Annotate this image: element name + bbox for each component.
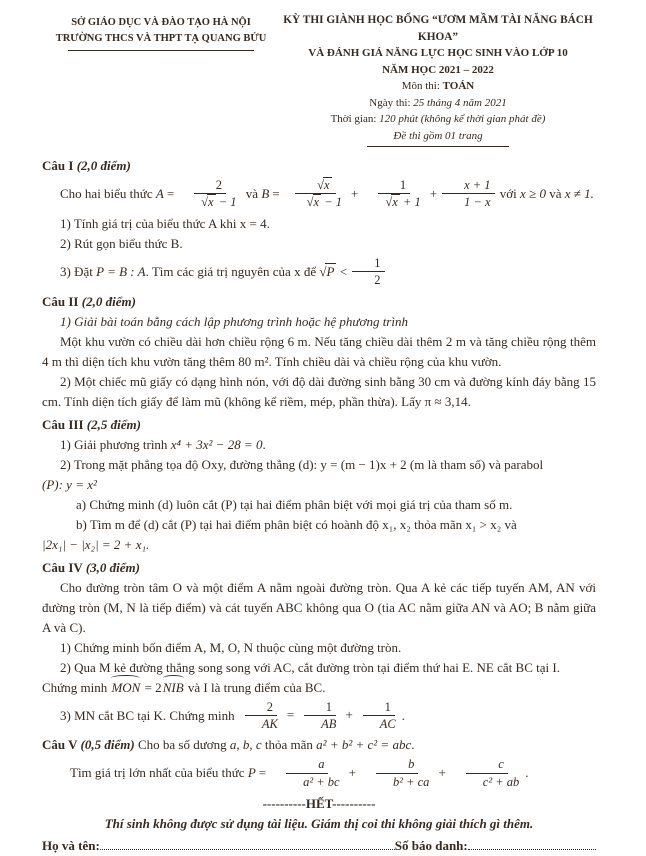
pages-note: Đề thi gồm 01 trang — [393, 129, 483, 142]
id-label: Số báo danh: — [394, 838, 468, 853]
condition-2: x ≠ 1. — [564, 185, 594, 201]
plus-sign: + — [345, 707, 353, 723]
radicand: P — [326, 263, 335, 279]
issuing-authority-block — [42, 12, 280, 51]
cau1-item3-mid: . Tìm các giá trị nguyên của x để — [145, 263, 320, 279]
cau4-item2: 2) Qua M kẻ đường thẳng song song với AC, cắt đường tròn tại điểm thứ hai E. NE cắt BC tại I. — [60, 659, 560, 675]
var-P: P — [247, 765, 256, 781]
header-right-rule — [367, 146, 509, 147]
subject-label: Môn thi: — [401, 80, 443, 92]
radicand: x — [392, 195, 398, 210]
cau3-points: (2,5 điểm) — [86, 416, 141, 432]
cau1-item2: 2) Rút gọn biểu thức B. — [60, 235, 183, 251]
cau4-item1: 1) Chứng minh bốn điểm A, M, O, N thuộc cùng một đường tròn. — [60, 639, 402, 655]
time-value: 120 phút (không kể thời gian phát đề) — [379, 113, 546, 125]
fraction-denominator: b² + ca — [392, 774, 430, 789]
cau2-label: Câu II — [42, 293, 82, 309]
cau1-label: Câu I — [42, 158, 77, 173]
sqrt-icon: √ — [306, 195, 313, 210]
fraction-P1 — [271, 757, 343, 789]
fraction-denominator: 2 — [374, 273, 381, 288]
candidate-info-line — [42, 836, 596, 856]
cau2-item1: 1) Giải bài toán bằng cách lập phương trình hoặc hệ phương trình — [60, 313, 408, 329]
cau3-item1-pre: 1) Giải phương trình — [60, 436, 171, 452]
den-rest: − 1 — [321, 195, 342, 210]
cau2-paragraph: Một khu vườn có chiều dài hơn chiều rộng 6 m. Nếu tăng chiều dài thêm 2 m và tăng chiều rộng thêm 4 m thì diện tích khu vườn tăng thêm 80 m². Tính chiều dài và chiều rộng của khu vườn. — [42, 333, 596, 369]
cau2-points: (2,0 điểm) — [81, 293, 136, 309]
period: . — [525, 765, 529, 781]
name-label: Họ và tên: — [42, 838, 100, 853]
cau5-label: Câu V — [42, 737, 81, 753]
cau4-label: Câu IV — [42, 559, 86, 575]
fraction-2-AK — [240, 700, 282, 732]
and-text: và — [545, 185, 565, 201]
plus-sign: + — [348, 765, 356, 781]
date-value: 25 tháng 4 năm 2021 — [413, 96, 507, 109]
fraction-denominator — [363, 194, 424, 209]
fraction-numerator: 1 — [363, 700, 395, 716]
and-text: và — [242, 185, 262, 201]
fraction-denominator — [179, 194, 240, 209]
cau4-item3 — [42, 701, 596, 733]
satisfy-text: thỏa mãn — [261, 737, 317, 753]
time-line — [280, 111, 596, 128]
period: . — [262, 436, 266, 452]
fraction-denominator — [285, 194, 346, 209]
cau4-paragraph: Cho đường tròn tâm O và một điểm A nằm ngoài đường tròn. Qua A kẻ các tiếp tuyến AM, AN với đường tròn (M, N là tiếp điểm) và cát tuyến ABC không qua O (tia AC nằm giữa AN và AO; B nằm giữa A và C). — [42, 579, 596, 635]
cau1-points: (2,0 điểm) — [76, 158, 131, 173]
sqrt-icon: √ — [319, 263, 326, 279]
sqrt-expression — [201, 194, 215, 209]
exam-title-block — [280, 12, 596, 147]
instruction-note: Thí sinh không được sử dụng tài liệu. Giám thị coi thi không giải thích gì thêm. — [104, 816, 534, 831]
fraction-B2 — [363, 178, 424, 210]
date-line — [280, 95, 596, 112]
cau5-intro: Cho ba số dương — [134, 737, 230, 753]
condition-1: x ≥ 0 — [520, 185, 546, 201]
plus-sign: + — [429, 185, 438, 201]
cau3-item1 — [42, 435, 596, 455]
school-year: NĂM HỌC 2021 – 2022 — [382, 63, 494, 76]
condition-abc: a² + b² + c² = abc — [316, 737, 412, 753]
sqrt-icon: √ — [385, 195, 392, 210]
sqrt-expression — [317, 177, 331, 192]
fraction-1-AC — [358, 700, 400, 732]
expr-P-eq-B-div-A: P = B : A — [96, 263, 146, 279]
cau4-points: (3,0 điểm) — [85, 559, 140, 575]
angle-MON: MON — [110, 678, 141, 698]
cau3-label: Câu III — [42, 416, 87, 432]
fraction-denominator: 1 − x — [464, 195, 491, 210]
sqrt-icon: √ — [317, 178, 323, 192]
school-name: TRƯỜNG THCS VÀ THPT TẠ QUANG BỬU — [55, 33, 267, 44]
with-text: với — [496, 185, 521, 201]
exam-title-line1: KỲ THI GIÀNH HỌC BỔNG “ƯƠM MẦM TÀI NĂNG BÁCH KHOA” — [283, 14, 593, 43]
plus-sign: + — [438, 765, 446, 781]
fraction-numerator: 1 — [352, 256, 384, 272]
sqrt-icon: √ — [201, 195, 208, 210]
equals-sign: = — [166, 185, 175, 201]
fraction-B3 — [442, 178, 494, 210]
equals-sign: = — [272, 185, 280, 201]
cau5-points: (0,5 điểm) — [80, 737, 135, 753]
sqrt-expression — [307, 194, 321, 209]
radicand: x — [323, 178, 330, 192]
exam-title-line2: VÀ ĐÁNH GIÁ NĂNG LỰC HỌC SINH VÀO LỚP 10 — [308, 47, 568, 59]
var-A: A — [155, 185, 164, 201]
section-cau2-heading — [42, 292, 596, 312]
fraction-numerator: 2 — [245, 700, 277, 716]
fraction-numerator: b — [376, 757, 418, 773]
midpoint-text: và I là trung điểm của BC. — [184, 679, 326, 695]
authority-name: SỞ GIÁO DỤC VÀ ĐÀO TẠO HÀ NỘI — [71, 17, 251, 28]
period: . — [401, 707, 406, 723]
section-cau1-heading — [42, 156, 596, 176]
cau3-item2: 2) Trong mặt phẳng tọa độ Oxy, đường thẳng (d): y = (m − 1)x + 2 (m là tham số) và parabol — [60, 456, 544, 472]
den-rest: + 1 — [399, 195, 421, 210]
fraction-denominator: c² + ab — [482, 774, 520, 789]
plus-sign: + — [351, 185, 359, 201]
fraction-numerator: c — [466, 757, 508, 773]
fraction-denominator: AB — [321, 716, 337, 731]
name-dotted-line — [100, 837, 395, 850]
radicand: x — [313, 195, 320, 210]
section-cau3-heading — [42, 415, 596, 435]
fraction-numerator — [295, 178, 335, 194]
id-dotted-line — [468, 837, 596, 850]
fraction-denominator: AK — [261, 716, 278, 731]
cau3-item2-parabola: (P): y = x² — [42, 476, 97, 492]
sqrt-expression — [385, 194, 399, 209]
subject-value: TOÁN — [442, 80, 475, 92]
fraction-numerator: x + 1 — [442, 178, 494, 194]
subject-line — [280, 78, 596, 95]
radicand: x — [208, 195, 214, 210]
fraction-P2 — [361, 757, 433, 789]
equals-sign: = — [286, 707, 295, 723]
fraction-numerator: 1 — [378, 178, 410, 194]
cau4-item3-pre: 3) MN cắt BC tại K. Chứng minh — [60, 707, 238, 723]
den-rest: − 1 — [215, 195, 237, 210]
cau1-item1: 1) Tính giá trị của biểu thức A khi x = 4. — [60, 215, 270, 231]
equals-2: = 2 — [141, 679, 162, 695]
cau1-item3-pre: 3) Đặt — [60, 263, 97, 279]
end-marker: ----------HẾT---------- — [262, 796, 376, 811]
time-label: Thời gian: — [330, 113, 380, 125]
fraction-1-AB — [299, 700, 340, 732]
cau5-line2 — [42, 758, 596, 790]
fraction-half — [352, 256, 384, 288]
prove-text: Chứng minh — [42, 679, 111, 695]
section-cau5-line1 — [42, 735, 596, 755]
exam-header — [42, 12, 596, 147]
fraction-numerator: 1 — [304, 700, 336, 716]
vars-abc: a, b, c — [229, 737, 262, 753]
angle-NIB: NIB — [162, 678, 185, 698]
cau1-intro — [42, 179, 596, 211]
equals-sign: = — [258, 765, 267, 781]
header-left-rule — [68, 50, 254, 51]
cau3-sub-b-equation: |2x₁| − |x₂| = 2 + x₁. — [42, 536, 150, 552]
exam-body — [42, 156, 596, 856]
fraction-B1 — [285, 178, 346, 210]
sqrt-expression — [319, 263, 336, 279]
equation-quartic: x⁴ + 3x² − 28 = 0 — [170, 436, 263, 452]
section-cau4-heading — [42, 558, 596, 578]
cau3-sub-b: b) Tìm m để (d) cắt (P) tại hai điểm phân biệt có hoành độ x₁, x₂ thỏa mãn x₁ > x₂ và — [76, 516, 517, 532]
cau4-item2-proof — [42, 678, 596, 698]
var-B: B — [261, 185, 270, 201]
period: . — [411, 737, 415, 753]
cau3-sub-a: a) Chứng minh (d) luôn cắt (P) tại hai điểm phân biệt với mọi giá trị của tham số m. — [76, 496, 513, 512]
less-than-sign: < — [336, 263, 351, 279]
cau2-item2: 2) Một chiếc mũ giấy có dạng hình nón, với độ dài đường sinh bằng 30 cm và đường kính đáy bằng 15 cm. Tính diện tích giấy để làm mũ (không kể riềm, mép, phần thừa). Lấy π ≈ 3,14. — [42, 373, 596, 409]
fraction-numerator: a — [286, 757, 328, 773]
date-label: Ngày thi: — [369, 96, 414, 109]
cau1-item3 — [42, 257, 596, 289]
fraction-P3 — [451, 757, 523, 789]
fraction-numerator: 2 — [194, 178, 226, 194]
cau5-line2-pre: Tìm giá trị lớn nhất của biểu thức — [70, 765, 248, 781]
fraction-A — [179, 178, 240, 210]
fraction-denominator: AC — [379, 716, 396, 731]
fraction-denominator: a² + bc — [303, 774, 340, 789]
cau1-intro-text: Cho hai biểu thức — [60, 185, 156, 201]
